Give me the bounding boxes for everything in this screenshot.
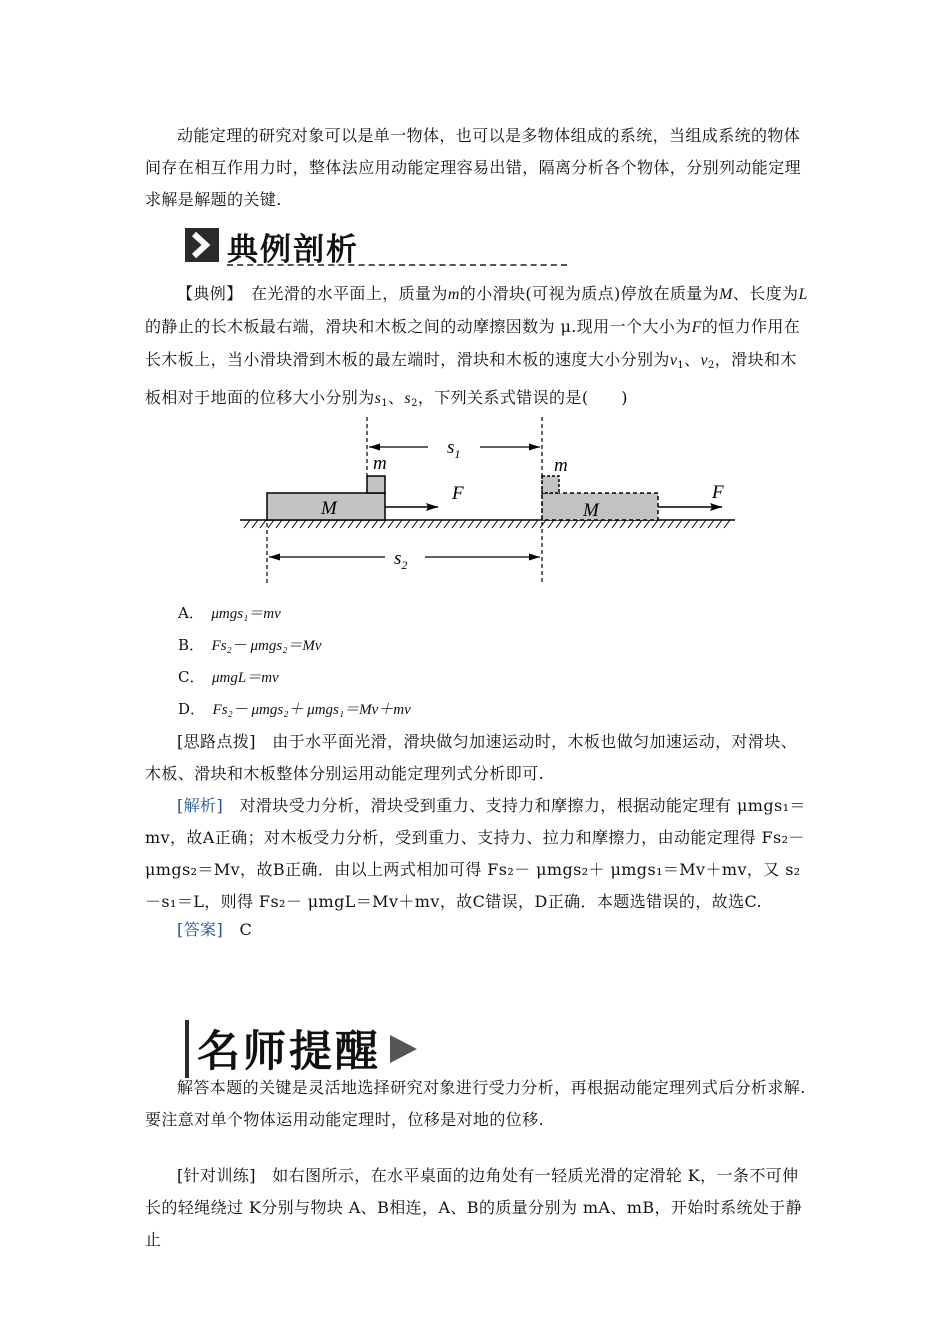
label-m-left: m xyxy=(373,453,387,474)
label-F-right: F xyxy=(712,482,724,503)
arrow-icon xyxy=(185,228,219,262)
option-d: D． Fs₂－ μmgs₂＋ μmgs₁＝Mv＋mv xyxy=(178,700,411,718)
label-M-right: M xyxy=(583,500,599,521)
hint-paragraph: [思路点拨] 由于水平面光滑，滑块做匀加速运动时，木板也做匀加速运动，对滑块、木板、滑块和木板整体分别运用动能定理列式分析即可. xyxy=(145,732,798,783)
dashed-underline xyxy=(227,264,567,266)
label-s1: $s_1$ xyxy=(447,437,461,461)
block-final xyxy=(542,476,559,493)
ground-hatching xyxy=(244,520,730,528)
section-title: 典例剖析 xyxy=(227,232,359,268)
label-s2: $s_2$ xyxy=(394,548,408,572)
header-bar xyxy=(185,1020,189,1078)
option-c: C． μmgL＝mv xyxy=(178,668,279,686)
example-problem: 【典例】 在光滑的水平面上，质量为m的小滑块(可视为质点)停放在质量为M、长度为L的静止的长木板最右端，滑块和木板之间的动摩擦因数为 μ.现用一个大小为F的恒力作用在长木板上，当小滑块滑到木板的最左端时，滑块和木板的速度大小分别为$v_1$、$v_2$，滑块和木板相对于地面的位移大小分别为$s_1$、$s_2$，下列关系式错误的是( ) xyxy=(145,284,808,409)
intro-paragraph: 动能定理的研究对象可以是单一物体，也可以是多物体组成的系统，当组成系统的物体间存在相互作用力时，整体法应用动能定理容易出错，隔离分析各个物体，分别列动能定理求解是解题的关键. xyxy=(145,126,802,209)
analysis-label: [解析] xyxy=(177,796,224,815)
training-paragraph: [针对训练] 如右图所示，在水平桌面的边角处有一轻质光滑的定滑轮 K，一条不可伸长的轻绳绕过 K分别与物块 A、B相连，A、B的质量分别为 mA、mB，开始时系统处于静止 xyxy=(145,1166,803,1249)
s1-arrowhead-left xyxy=(369,444,380,451)
training-label: [针对训练] xyxy=(177,1166,256,1185)
option-b: B． Fs₂－ μmgs₂＝Mv xyxy=(178,636,322,654)
physics-figure xyxy=(240,415,740,590)
answer-value: C xyxy=(239,920,253,939)
label-M-left: M xyxy=(321,498,337,519)
block-initial xyxy=(367,476,385,493)
option-a: A． μmgs₁＝mv xyxy=(178,604,281,622)
play-triangle-icon xyxy=(387,1032,421,1066)
answer-label: [答案] xyxy=(177,920,224,939)
hint-label: [思路点拨] xyxy=(177,732,256,751)
analysis-paragraph: [解析] 对滑块受力分析，滑块受到重力、支持力和摩擦力，根据动能定理有 μmgs₁＝mv，故A正确；对木板受力分析，受到重力、支持力、拉力和摩擦力，由动能定理得 Fs₂－ μmgs₂＝Mv，故B正确．由以上两式相加可得 Fs₂－ μmgs₂＋ μmgs₁＝Mv＋mv，又 s₂－s₁＝L，则得 Fs₂－ μmgL＝Mv＋mv，故C错误，D正确．本题选错误的，故选C. xyxy=(145,796,806,911)
example-label: 【典例】 xyxy=(177,284,235,303)
label-m-right: m xyxy=(554,455,568,476)
answer-paragraph xyxy=(145,914,813,946)
s2-arrowhead-left xyxy=(269,554,280,561)
board-final xyxy=(542,493,658,520)
s2-arrowhead-right xyxy=(529,554,540,561)
section-title-2: 名师提醒 xyxy=(197,1027,381,1077)
tip-paragraph: 解答本题的关键是灵活地选择研究对象进行受力分析，再根据动能定理列式后分析求解.要注意对单个物体运用动能定理时，位移是对地的位移. xyxy=(145,1078,806,1129)
label-F-left: F xyxy=(452,483,464,504)
s1-arrowhead-right xyxy=(529,444,540,451)
